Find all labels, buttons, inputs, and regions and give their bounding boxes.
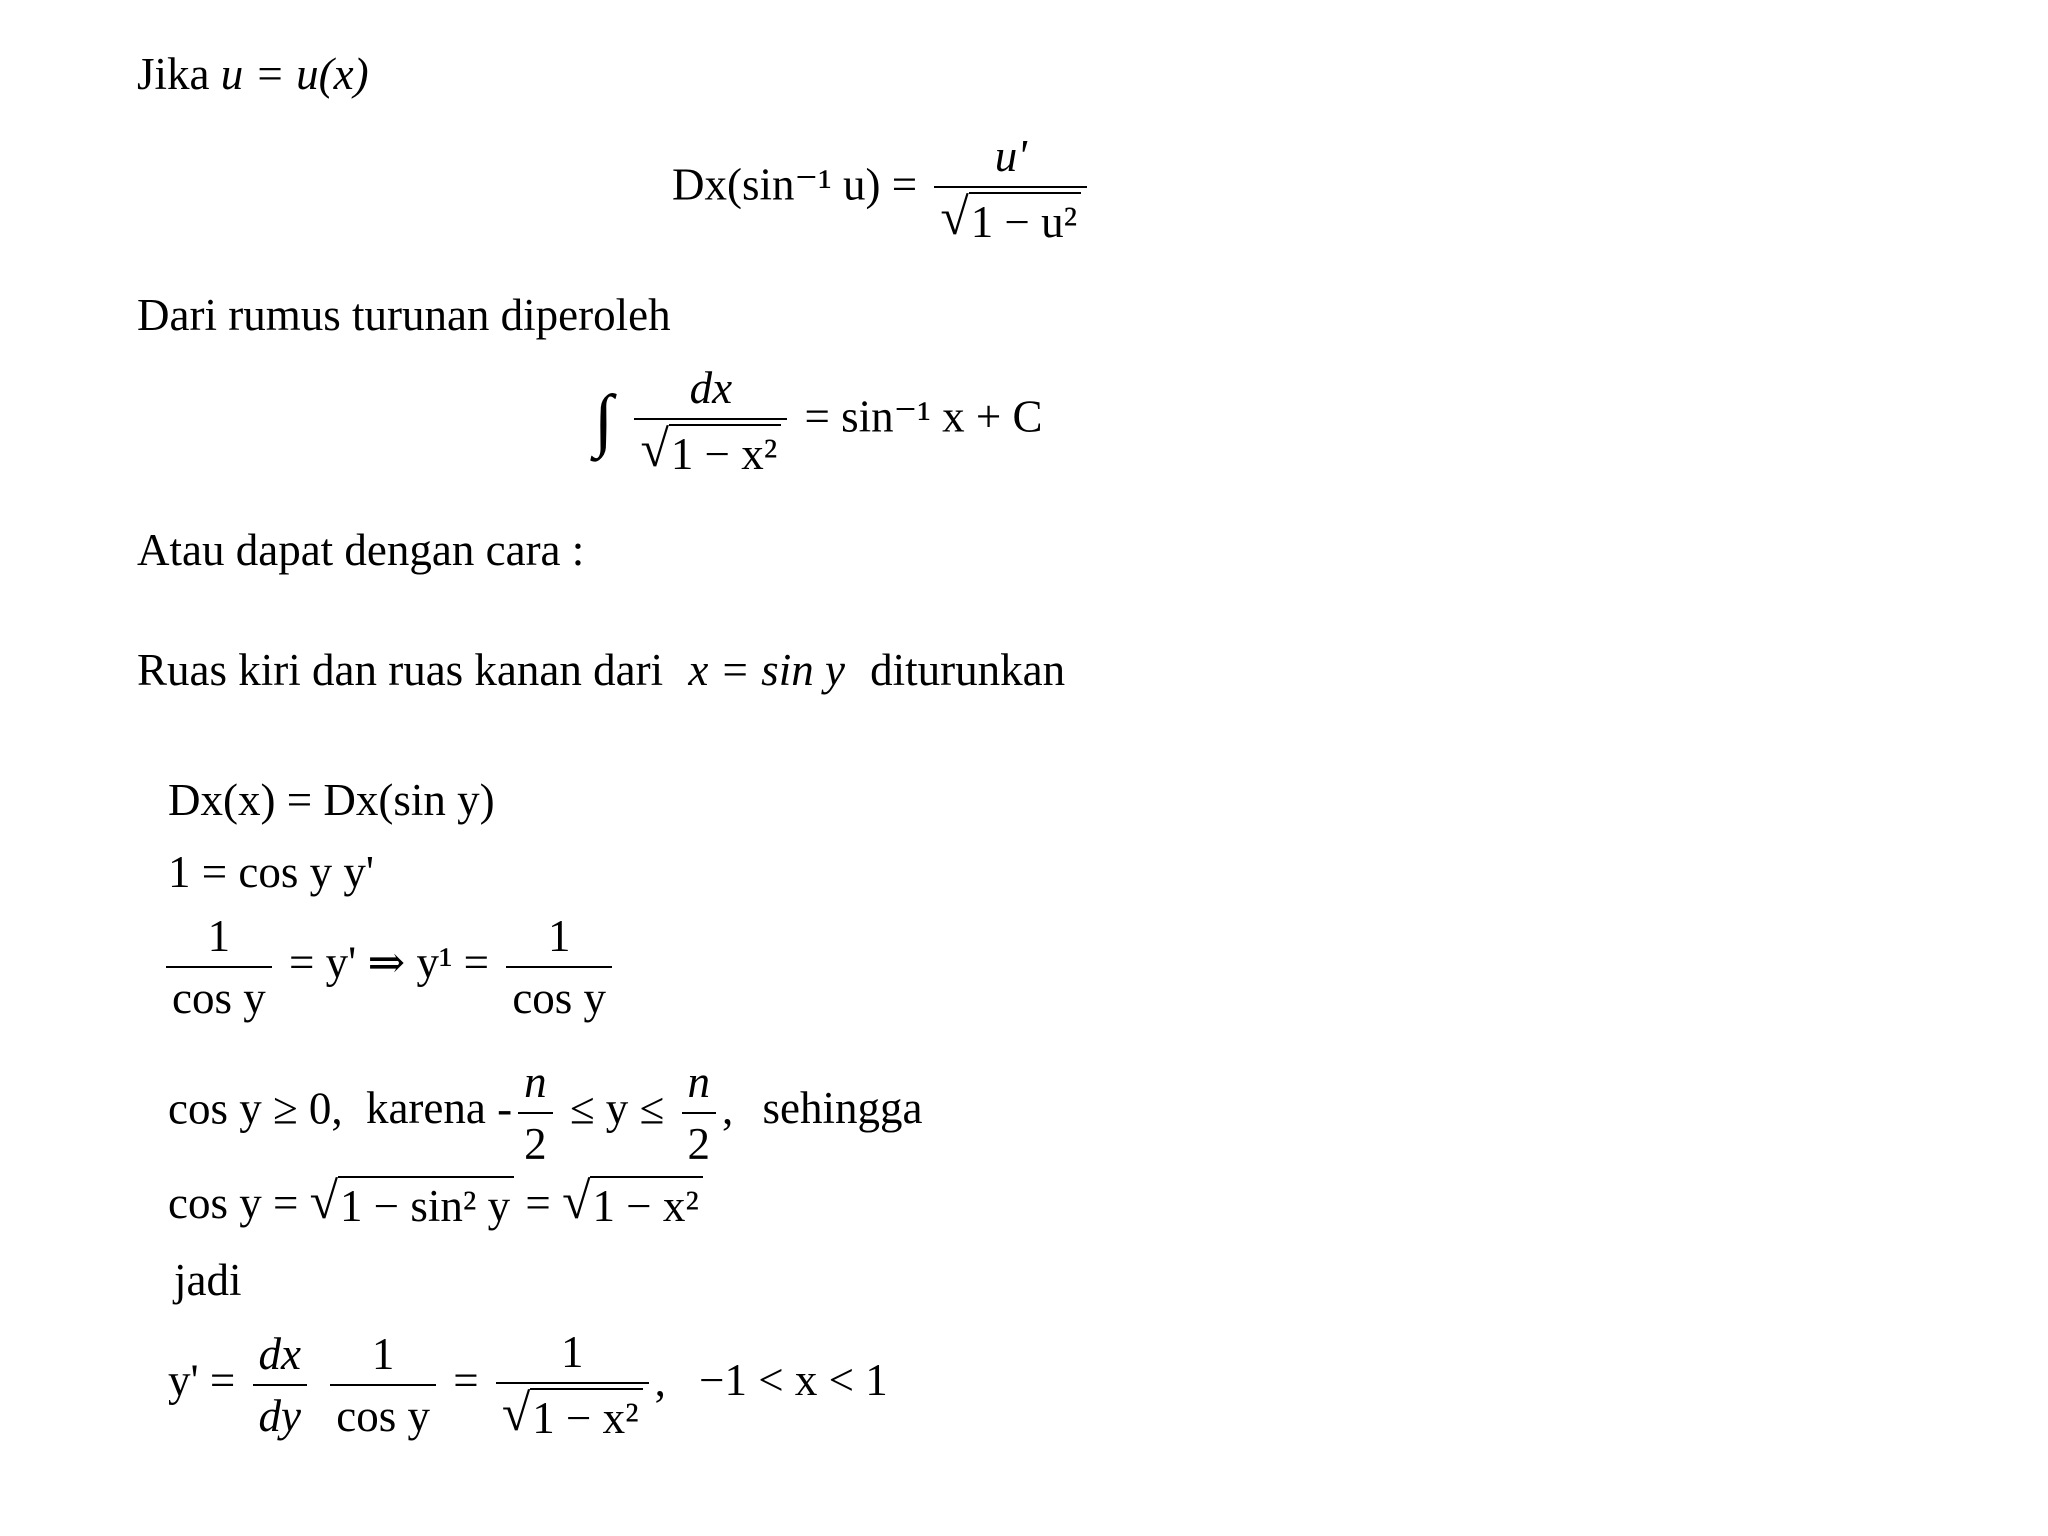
integral-arcsin-formula <box>594 362 1043 480</box>
sehingga-text: sehingga <box>762 1083 923 1134</box>
f2-sqrt: √ 1 − x² <box>640 424 781 480</box>
s6-one-over-cos <box>330 1328 436 1442</box>
f2-fraction <box>634 362 787 480</box>
derivative-arcsin-formula <box>672 130 1093 248</box>
s3-fraction-right <box>506 910 612 1024</box>
s6-dxdy <box>253 1328 307 1442</box>
jadi-line: jadi <box>174 1255 242 1305</box>
f1-lhs: Dx(sin⁻¹ u) = <box>672 159 918 210</box>
karena-text: karena <box>365 1083 486 1134</box>
s6-dy: dy <box>253 1384 307 1442</box>
s6-den: 1 − x² <box>530 1388 642 1444</box>
s6-cos: cos y <box>330 1384 436 1442</box>
s5-sqrt-b: √ 1 − x² <box>562 1176 703 1232</box>
ruas-line <box>137 645 1066 695</box>
s3-num-right: 1 <box>547 911 571 961</box>
step-1: Dx(x) = Dx(sin y) <box>168 775 495 825</box>
step-4: cos y ≥ 0, karena - $\frac{n}{2}$ ≤ y ≤ $\frac{n}{2}$ , sehingga <box>168 1057 923 1169</box>
intro-line <box>137 49 369 99</box>
s4-middle: ≤ y ≤ <box>569 1083 665 1134</box>
s5-lhs: cos y = <box>168 1178 299 1228</box>
s4-fraction-right <box>682 1056 717 1170</box>
s6-range: −1 < x < 1 <box>699 1355 888 1406</box>
integral-sign: ∫ <box>594 382 614 459</box>
f1-numerator: u' <box>994 131 1027 181</box>
x-eq-siny: x = sin y <box>688 645 845 695</box>
s5-a: 1 − sin² y <box>338 1176 514 1232</box>
s6-sqrt: √ 1 − x² <box>502 1388 643 1444</box>
s4-2-left: 2 <box>518 1112 553 1170</box>
ruas-pre-text: Ruas kiri dan ruas kanan dari <box>137 645 664 695</box>
f2-denominator: 1 − x² <box>669 424 781 480</box>
s4-n-left: n <box>524 1057 547 1107</box>
step-2: 1 = cos y y' <box>168 847 374 897</box>
dari-rumus-line: Dari rumus turunan diperoleh <box>137 290 671 340</box>
f1-denominator: 1 − u² <box>969 192 1081 248</box>
s4-2-right: 2 <box>682 1112 717 1170</box>
s3-den-right: cos y <box>506 966 612 1024</box>
s3-num-left: 1 <box>207 911 231 961</box>
step-3 <box>160 910 618 1024</box>
s6-result-num: 1 <box>561 1327 584 1377</box>
u-definition: u = u(x) <box>220 49 369 99</box>
s6-result <box>496 1326 649 1444</box>
s5-sqrt-a: √ 1 − sin² y <box>310 1176 515 1232</box>
step-6: y' = $\frac{dx}{dy}$ $\frac{1}{\text{cos y}}$ = 1 √ 1 − x² , −1 < x < 1 <box>168 1327 888 1443</box>
s3-middle: = y' ⇒ y¹ = <box>289 937 490 988</box>
step-5: cos y = √ 1 − sin² y = √ 1 − x² <box>168 1176 703 1232</box>
s5-b: 1 − x² <box>590 1176 702 1232</box>
s4-n-right: n <box>687 1057 710 1107</box>
ruas-post-text: diturunkan <box>870 645 1066 695</box>
s3-den-left: cos y <box>166 966 272 1024</box>
s4-pre: cos y ≥ 0, <box>168 1083 343 1134</box>
jika-text: Jika <box>137 49 210 99</box>
atau-line: Atau dapat dengan cara : <box>137 525 585 575</box>
s3-fraction-left <box>166 910 272 1024</box>
s4-fraction-left <box>518 1056 553 1170</box>
f2-rhs: = sin⁻¹ x + C <box>804 391 1043 442</box>
f1-sqrt: √ 1 − u² <box>940 192 1081 248</box>
s6-dx: dx <box>258 1329 301 1379</box>
f2-numerator: dx <box>689 363 733 413</box>
s6-one: 1 <box>371 1329 395 1379</box>
f1-fraction <box>934 130 1087 248</box>
s6-lhs: y' = <box>168 1355 236 1406</box>
